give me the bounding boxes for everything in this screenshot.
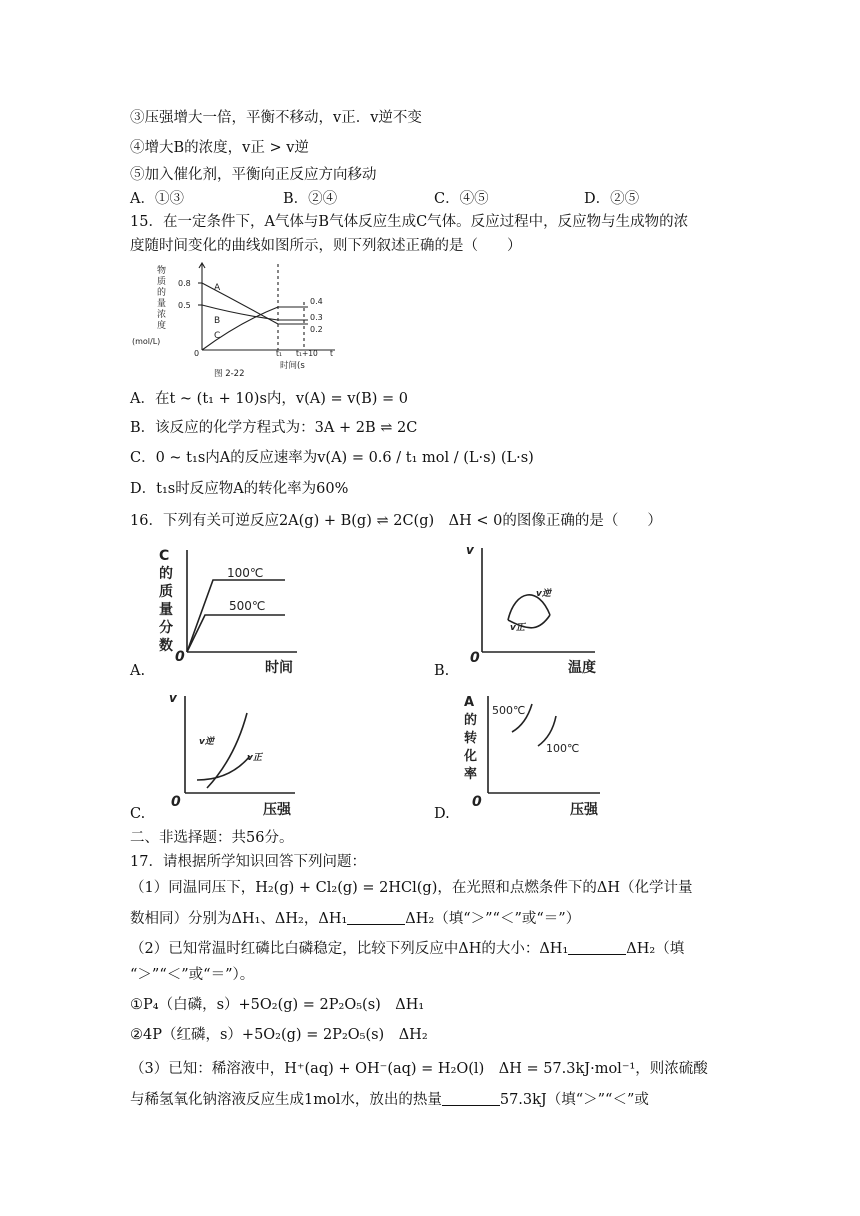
fig15-curve-b: B: [214, 316, 221, 326]
statement-4: ④增大B的浓度，v正 > v逆: [130, 140, 309, 156]
figA-temp-500: 500℃: [229, 599, 266, 613]
figC-label-vzheng: v正: [247, 753, 262, 763]
q14-option-a: A．①③: [130, 191, 184, 207]
q17-part2-line1-pre: （2）已知常温时红磷比白磷稳定，比较下列反应中ΔH的大小：ΔH₁: [130, 941, 569, 957]
fig15-ylabel-3: 量: [157, 299, 167, 309]
q15-figure: [130, 258, 340, 380]
q14-option-d: D．②⑤: [584, 191, 640, 207]
fig15-val-03: 0.3: [310, 313, 323, 322]
q17-part3-line1: （3）已知：稀溶液中，H⁺(aq) + OH⁻(aq) = H₂O(l) ΔH = 57.3kJ·mol⁻¹，则浓硫酸: [130, 1061, 708, 1077]
figC-label-vni: v逆: [199, 737, 214, 747]
figB-label-vni: v逆: [536, 589, 551, 599]
q16-label-b: B.: [434, 663, 450, 679]
figD-ylabel-0: A: [464, 695, 475, 710]
q17-part1-line1: （1）同温同压下，H₂(g) + Cl₂(g) = 2HCl(g)，在光照和点燃条件下的ΔH（化学计量: [130, 880, 693, 896]
fig15-ylabel-2: 的: [157, 288, 167, 298]
figD-origin: 0: [472, 794, 482, 810]
figD-ylabel-3: 化: [464, 749, 478, 764]
fig15-xlabel: 时间(s: [280, 361, 305, 371]
figC-xlabel: 压强: [263, 802, 291, 816]
fig15-curve-c-line: [202, 307, 308, 350]
q17-reaction-2: ②4P（红磷，s）+5O₂(g) = 2P₂O₅(s) ΔH₂: [130, 1027, 428, 1043]
q17-part2-line1-post: ΔH₂（填: [626, 941, 685, 957]
figA-ylabel-5: 数: [159, 638, 173, 654]
figA-ylabel-2: 质: [159, 584, 173, 600]
q17-part3-line2: [130, 1090, 649, 1110]
fig15-origin: 0: [194, 349, 200, 358]
figA-xlabel: 时间: [265, 660, 293, 675]
q16-label-a: A.: [130, 663, 146, 679]
figD-ylabel-1: 的: [464, 713, 478, 728]
figD-temp-500: 500℃: [492, 704, 526, 717]
figC-curve-vni: [207, 713, 247, 788]
figB-yaxis: v: [466, 543, 474, 557]
figA-ylabel-3: 量: [159, 602, 173, 618]
q15-option-a: A．在t ~ (t₁ + 10)s内，v(A) = v(B) = 0: [130, 391, 408, 407]
figD-ylabel-4: 率: [464, 767, 478, 782]
q17-reaction-1: ①P₄（白磷，s）+5O₂(g) = 2P₂O₅(s) ΔH₁: [130, 997, 425, 1013]
q16-graph-c: [155, 688, 305, 816]
q17-part1-line2-post: ΔH₂（填“＞”“＜”或“＝”）: [405, 911, 581, 927]
q17-part3-line2-post: 57.3kJ（填“＞”“＜”或: [499, 1092, 649, 1108]
q17-stem: 17．请根据所学知识回答下列问题：: [130, 854, 366, 870]
q14-option-c: C．④⑤: [434, 191, 489, 207]
figC-origin: 0: [171, 794, 181, 810]
q15-stem-line2: 度随时间变化的曲线如图所示，则下列叙述正确的是（ ）: [130, 238, 522, 254]
q17-part2-line2: “＞”“＜”或“＝”）。: [130, 967, 255, 983]
figB-origin: 0: [470, 650, 480, 666]
fig15-xtick-t: t: [330, 349, 333, 358]
figD-ylabel-2: 转: [464, 731, 478, 746]
q16-graph-a: [155, 540, 305, 675]
q16-label-d: D.: [434, 806, 450, 822]
q17-part1-line2-pre: 数相同）分别为ΔH₁、ΔH₂，ΔH₁: [130, 911, 348, 927]
q16-label-c: C.: [130, 806, 146, 822]
q14-option-b: B．②④: [283, 191, 338, 207]
figA-temp-100: 100℃: [227, 566, 264, 580]
q17-part1-blank[interactable]: [347, 910, 405, 925]
q17-part3-blank[interactable]: [442, 1091, 500, 1106]
figA-line-500: [187, 615, 285, 652]
fig15-ylabel-4: 浓: [157, 310, 167, 320]
figD-xlabel: 压强: [570, 802, 598, 816]
q15-stem-line1: 15．在一定条件下，A气体与B气体反应生成C气体。反应过程中，反应物与生成物的浓: [130, 214, 689, 230]
fig15-ylabel-5: 度: [157, 321, 167, 331]
figA-line-100: [187, 580, 285, 652]
fig15-xtick-t1p10: t₁+10: [296, 349, 318, 358]
q17-part1-line2: [130, 909, 580, 929]
statement-5: ⑤加入催化剂，平衡向正反应方向移动: [130, 167, 377, 183]
fig15-curve-c: C: [214, 331, 221, 341]
fig15-ylabel-0: 物: [157, 266, 167, 276]
q16-stem: 16．下列有关可逆反应2A(g) + B(g) ⇌ 2C(g) ΔH < 0的图像正确的是（ ）: [130, 513, 662, 529]
figA-ylabel-0: C: [159, 548, 170, 564]
fig15-xtick-t1: t₁: [276, 349, 282, 358]
figA-ylabel-4: 分: [159, 620, 173, 636]
figA-ylabel-1: 的: [159, 566, 173, 582]
fig15-curve-a: A: [214, 283, 221, 293]
q17-part3-line2-pre: 与稀氢氧化钠溶液反应生成1mol水，放出的热量: [130, 1092, 442, 1108]
figA-origin: 0: [175, 649, 185, 665]
q15-option-b: B．该反应的化学方程式为：3A + 2B ⇌ 2C: [130, 420, 418, 436]
figB-xlabel: 温度: [568, 660, 596, 675]
figC-yaxis: v: [169, 691, 177, 705]
fig15-ytick-05: 0.5: [178, 301, 191, 310]
q17-part2-blank[interactable]: [568, 940, 626, 955]
fig15-ytick-08: 0.8: [178, 279, 191, 288]
q15-option-d: D．t₁s时反应物A的转化率为60%: [130, 481, 349, 497]
section-heading: 二、非选择题：共56分。: [130, 830, 294, 846]
q16-graph-d: [460, 688, 610, 816]
fig15-ylabel-1: 质: [157, 277, 167, 287]
statement-3: ③压强增大一倍，平衡不移动，v正．v逆不变: [130, 110, 422, 126]
figD-temp-100: 100℃: [546, 742, 580, 755]
fig15-val-04: 0.4: [310, 297, 323, 306]
figB-label-vzheng: v正: [510, 623, 525, 633]
q16-graph-b: [460, 540, 610, 675]
q17-part2-line1: [130, 939, 684, 959]
fig15-val-02: 0.2: [310, 325, 323, 334]
fig15-yunit: (mol/L): [132, 337, 161, 346]
q15-option-c: C．0 ~ t₁s内A的反应速率为v(A) = 0.6 / t₁ mol / (L·s) (L·s): [130, 450, 534, 466]
fig15-caption: 图 2-22: [214, 369, 245, 379]
